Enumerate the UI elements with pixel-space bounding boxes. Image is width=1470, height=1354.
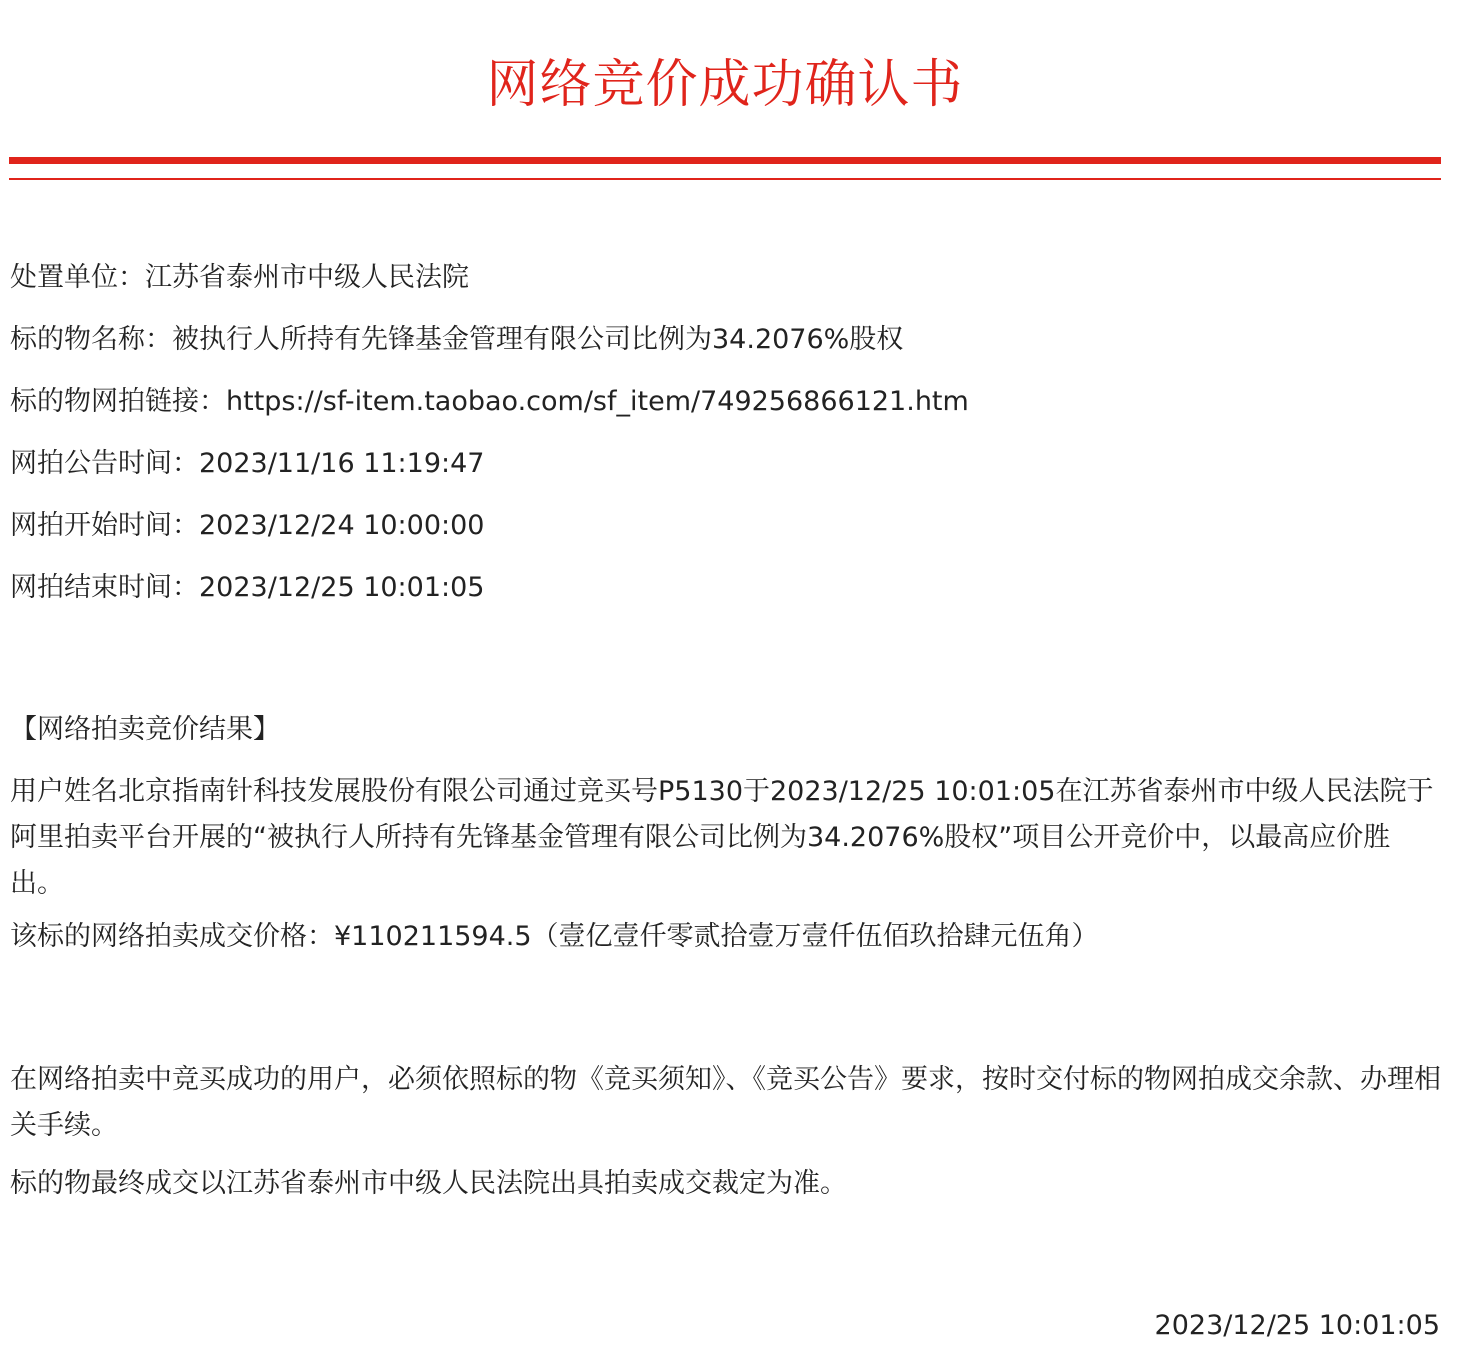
notice-paragraph: 在网络拍卖中竞买成功的用户，必须依照标的物《竞买须知》、《竞买公告》要求，按时交付标的物网拍成交余款、办理相关手续。 bbox=[10, 1064, 1441, 1141]
disposal-unit: 处置单位：江苏省泰州市中级人民法院 bbox=[10, 262, 469, 293]
item-name: 标的物名称：被执行人所持有先锋基金管理有限公司比例为34.2076%股权 bbox=[10, 324, 904, 355]
page-title: 网络竞价成功确认书 bbox=[486, 54, 964, 115]
footer-date: 2023/12/25 10:01:05 bbox=[1154, 1310, 1440, 1341]
result-body: 用户姓名北京指南针科技发展股份有限公司通过竞买号P5130于2023/12/25 10:01:05在江苏省泰州市中级人民法院于阿里拍卖平台开展的“被执行人所持有先锋基金管理有限公司比例为34.2076%股权”项目公开竞价中，以最高应价胜出。 bbox=[10, 776, 1434, 899]
item-link[interactable]: 标的物网拍链接：https://sf-item.taobao.com/sf_item/749256866121.htm bbox=[10, 386, 969, 417]
announce-time: 网拍公告时间：2023/11/16 11:19:47 bbox=[10, 448, 485, 479]
end-time: 网拍结束时间：2023/12/25 10:01:05 bbox=[10, 572, 485, 603]
header-rule-thin bbox=[9, 178, 1441, 180]
deal-price: 该标的网络拍卖成交价格：¥110211594.5（壹亿壹仟零贰拾壹万壹仟伍佰玖拾肆元伍角） bbox=[10, 921, 1099, 952]
final-notice: 标的物最终成交以江苏省泰州市中级人民法院出具拍卖成交裁定为准。 bbox=[10, 1168, 847, 1199]
result-heading: 【网络拍卖竞价结果】 bbox=[10, 714, 280, 745]
header-rule-thick bbox=[9, 157, 1441, 164]
start-time: 网拍开始时间：2023/12/24 10:00:00 bbox=[10, 510, 485, 541]
